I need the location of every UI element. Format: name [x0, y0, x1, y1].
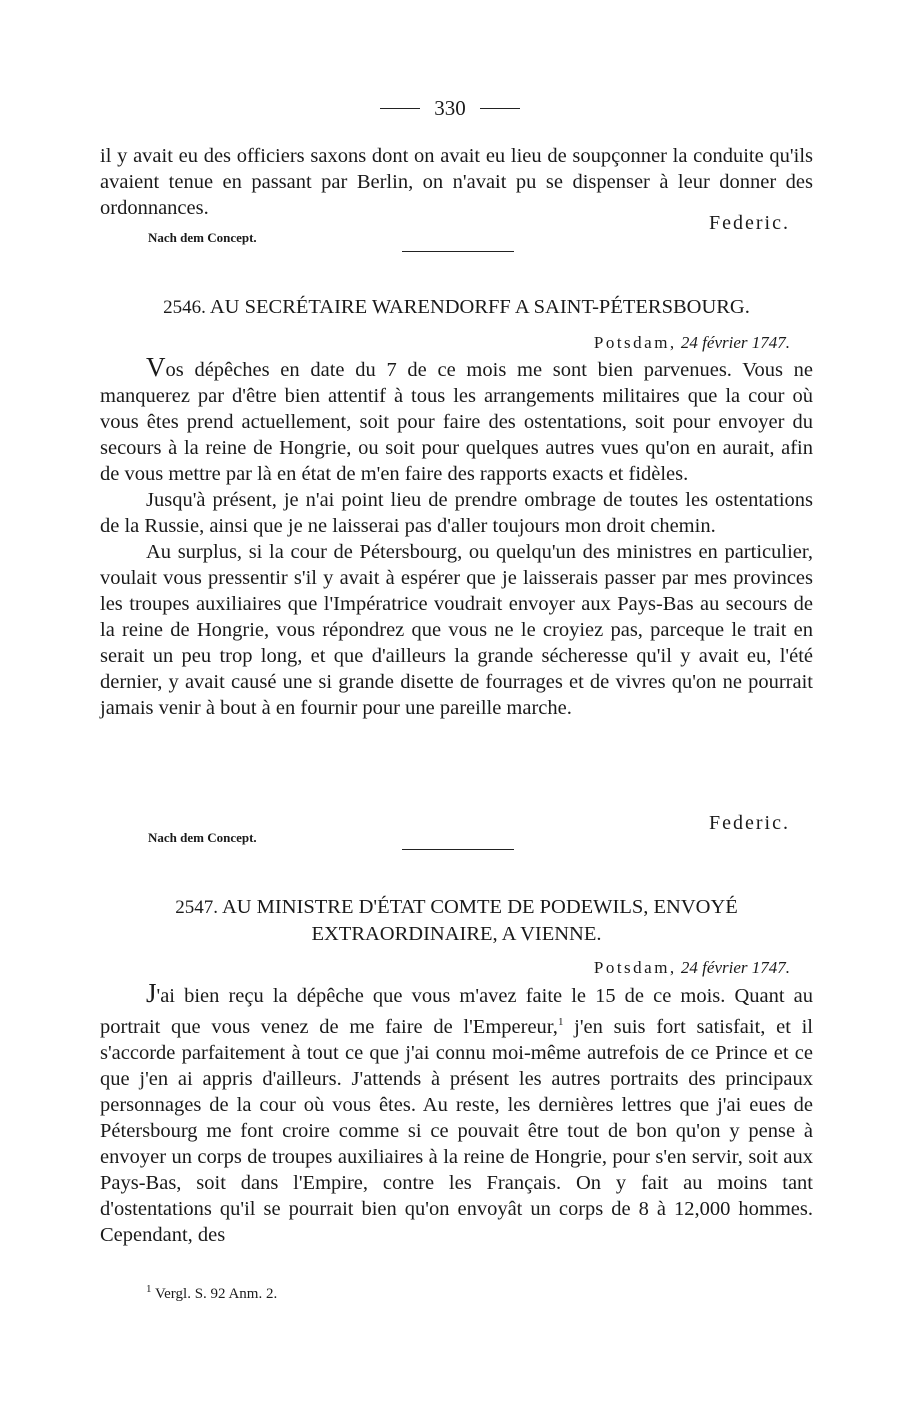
continuation-source: Nach dem Concept.	[148, 230, 257, 245]
body-paragraph: Jusqu'à présent, je n'ai point lieu de prendre ombrage de toutes les ostentations de la Russie, ainsi que je ne laisserai pas d'aller toujours mon droit chemin.	[100, 489, 813, 537]
letter-2547-heading	[100, 894, 813, 947]
letter-title-line-1	[100, 894, 813, 921]
section-divider	[402, 251, 514, 252]
continuation-text	[100, 143, 813, 221]
header-dash-right	[480, 108, 520, 109]
section-divider	[402, 849, 514, 850]
dateline-place: Potsdam,	[593, 958, 677, 977]
letter-title-line-2: EXTRAORDINAIRE, A VIENNE.	[311, 923, 602, 945]
letter-2546-dateline	[594, 333, 790, 353]
header-dash-left	[380, 108, 420, 109]
letter-2546-signature: Federic.	[709, 812, 790, 834]
footnote-reference[interactable]: 1	[557, 1016, 564, 1028]
continuation-paragraph: il y avait eu des officiers saxons dont on avait eu lieu de soupçonner la conduite qu'ils avaient tenue en passant par Berlin, on n'avait pu se dispenser à leur donner des ordonnances.	[100, 145, 813, 219]
footnote	[146, 1283, 277, 1303]
body-paragraph	[100, 978, 814, 1248]
initial-letter: J	[146, 978, 157, 1008]
page-header	[0, 96, 900, 121]
dateline-place: Potsdam,	[593, 333, 677, 352]
letter-2546-heading	[100, 294, 813, 321]
letter-title: AU MINISTRE D'ÉTAT COMTE DE PODEWILS, ENVOYÉ	[221, 896, 738, 918]
paragraph-text-part-1: 'ai bien reçu la dépêche que vous m'avez faite le 15 de ce mois. Quant au portrait que vous venez de me faire de l'Empereur,	[100, 985, 813, 1038]
continuation-signature: Federic.	[709, 212, 790, 234]
letter-2547-dateline	[594, 958, 790, 978]
page-number: 330	[434, 96, 466, 120]
letter-number: 2546.	[163, 297, 206, 318]
paragraph-text: os dépêches en date du 7 de ce mois me sont bien parvenues. Vous ne manquerez par d'être bien attentif à tous les arrangements militaires que la cour où vous êtes prend actuellement, soit pour faire des ostentations, soit pour envoyer du secours à la reine de Hongrie, ou soit pour quelques autres vues qu'on en aurait, afin de vous mettre par là en état de m'en faire des rapports exacts et fidèles.	[100, 359, 813, 485]
footnote-text: Vergl. S. 92 Anm. 2.	[154, 1286, 278, 1302]
footnote-mark: 1	[146, 1283, 152, 1295]
letter-2546-body	[100, 352, 813, 721]
body-paragraph	[100, 352, 813, 487]
initial-letter: V	[146, 352, 166, 382]
paragraph-text-part-2: j'en suis fort satisfait, et il s'accorde parfaitement à tout ce que j'ai connu moi-même autrefois de ce Prince et ce que j'en ai appris d'ailleurs. J'attends à présent les autres portraits des principaux personnages de la cour où vous êtes. Au reste, les dernières lettres que j'ai eues de Pétersbourg me font croire comme si ce pouvait être tout de bon qu'on y pense à envoyer un corps de troupes auxiliaires à la reine de Hongrie, pour s'en servir, soit aux Pays-Bas, soit dans l'Empire, contre les Français. On y fait au moins tant d'ostentations qu'il se pourrait bien qu'on envoyât un corps de 8 à 12,000 hommes. Cependant, des	[100, 1015, 814, 1246]
dateline-date: 24 février 1747.	[680, 333, 790, 352]
letter-2546-source: Nach dem Concept.	[148, 830, 257, 845]
dateline-date: 24 février 1747.	[680, 958, 790, 977]
body-paragraph: Au surplus, si la cour de Pétersbourg, ou quelqu'un des ministres en particulier, voulait vous pressentir s'il y avait à espérer que je laisserais passer par mes provinces les troupes auxiliaires que l'Impératrice voudrait envoyer aux Pays-Bas au secours de la reine de Hongrie, vous répondrez que vous ne le croyiez pas, parceque le trait en serait un peu trop long, et que d'ailleurs la grande sécheresse qu'il y avait eu, l'été dernier, y avait causé une si grande disette de fourrages et de vivres qu'on ne pourrait jamais venir à bout à en fournir pour une pareille marche.	[100, 541, 813, 719]
letter-number: 2547.	[175, 897, 218, 918]
letter-2547-body	[100, 978, 814, 1248]
letter-title: AU SECRÉTAIRE WARENDORFF A SAINT-PÉTERSBOURG.	[209, 296, 750, 318]
